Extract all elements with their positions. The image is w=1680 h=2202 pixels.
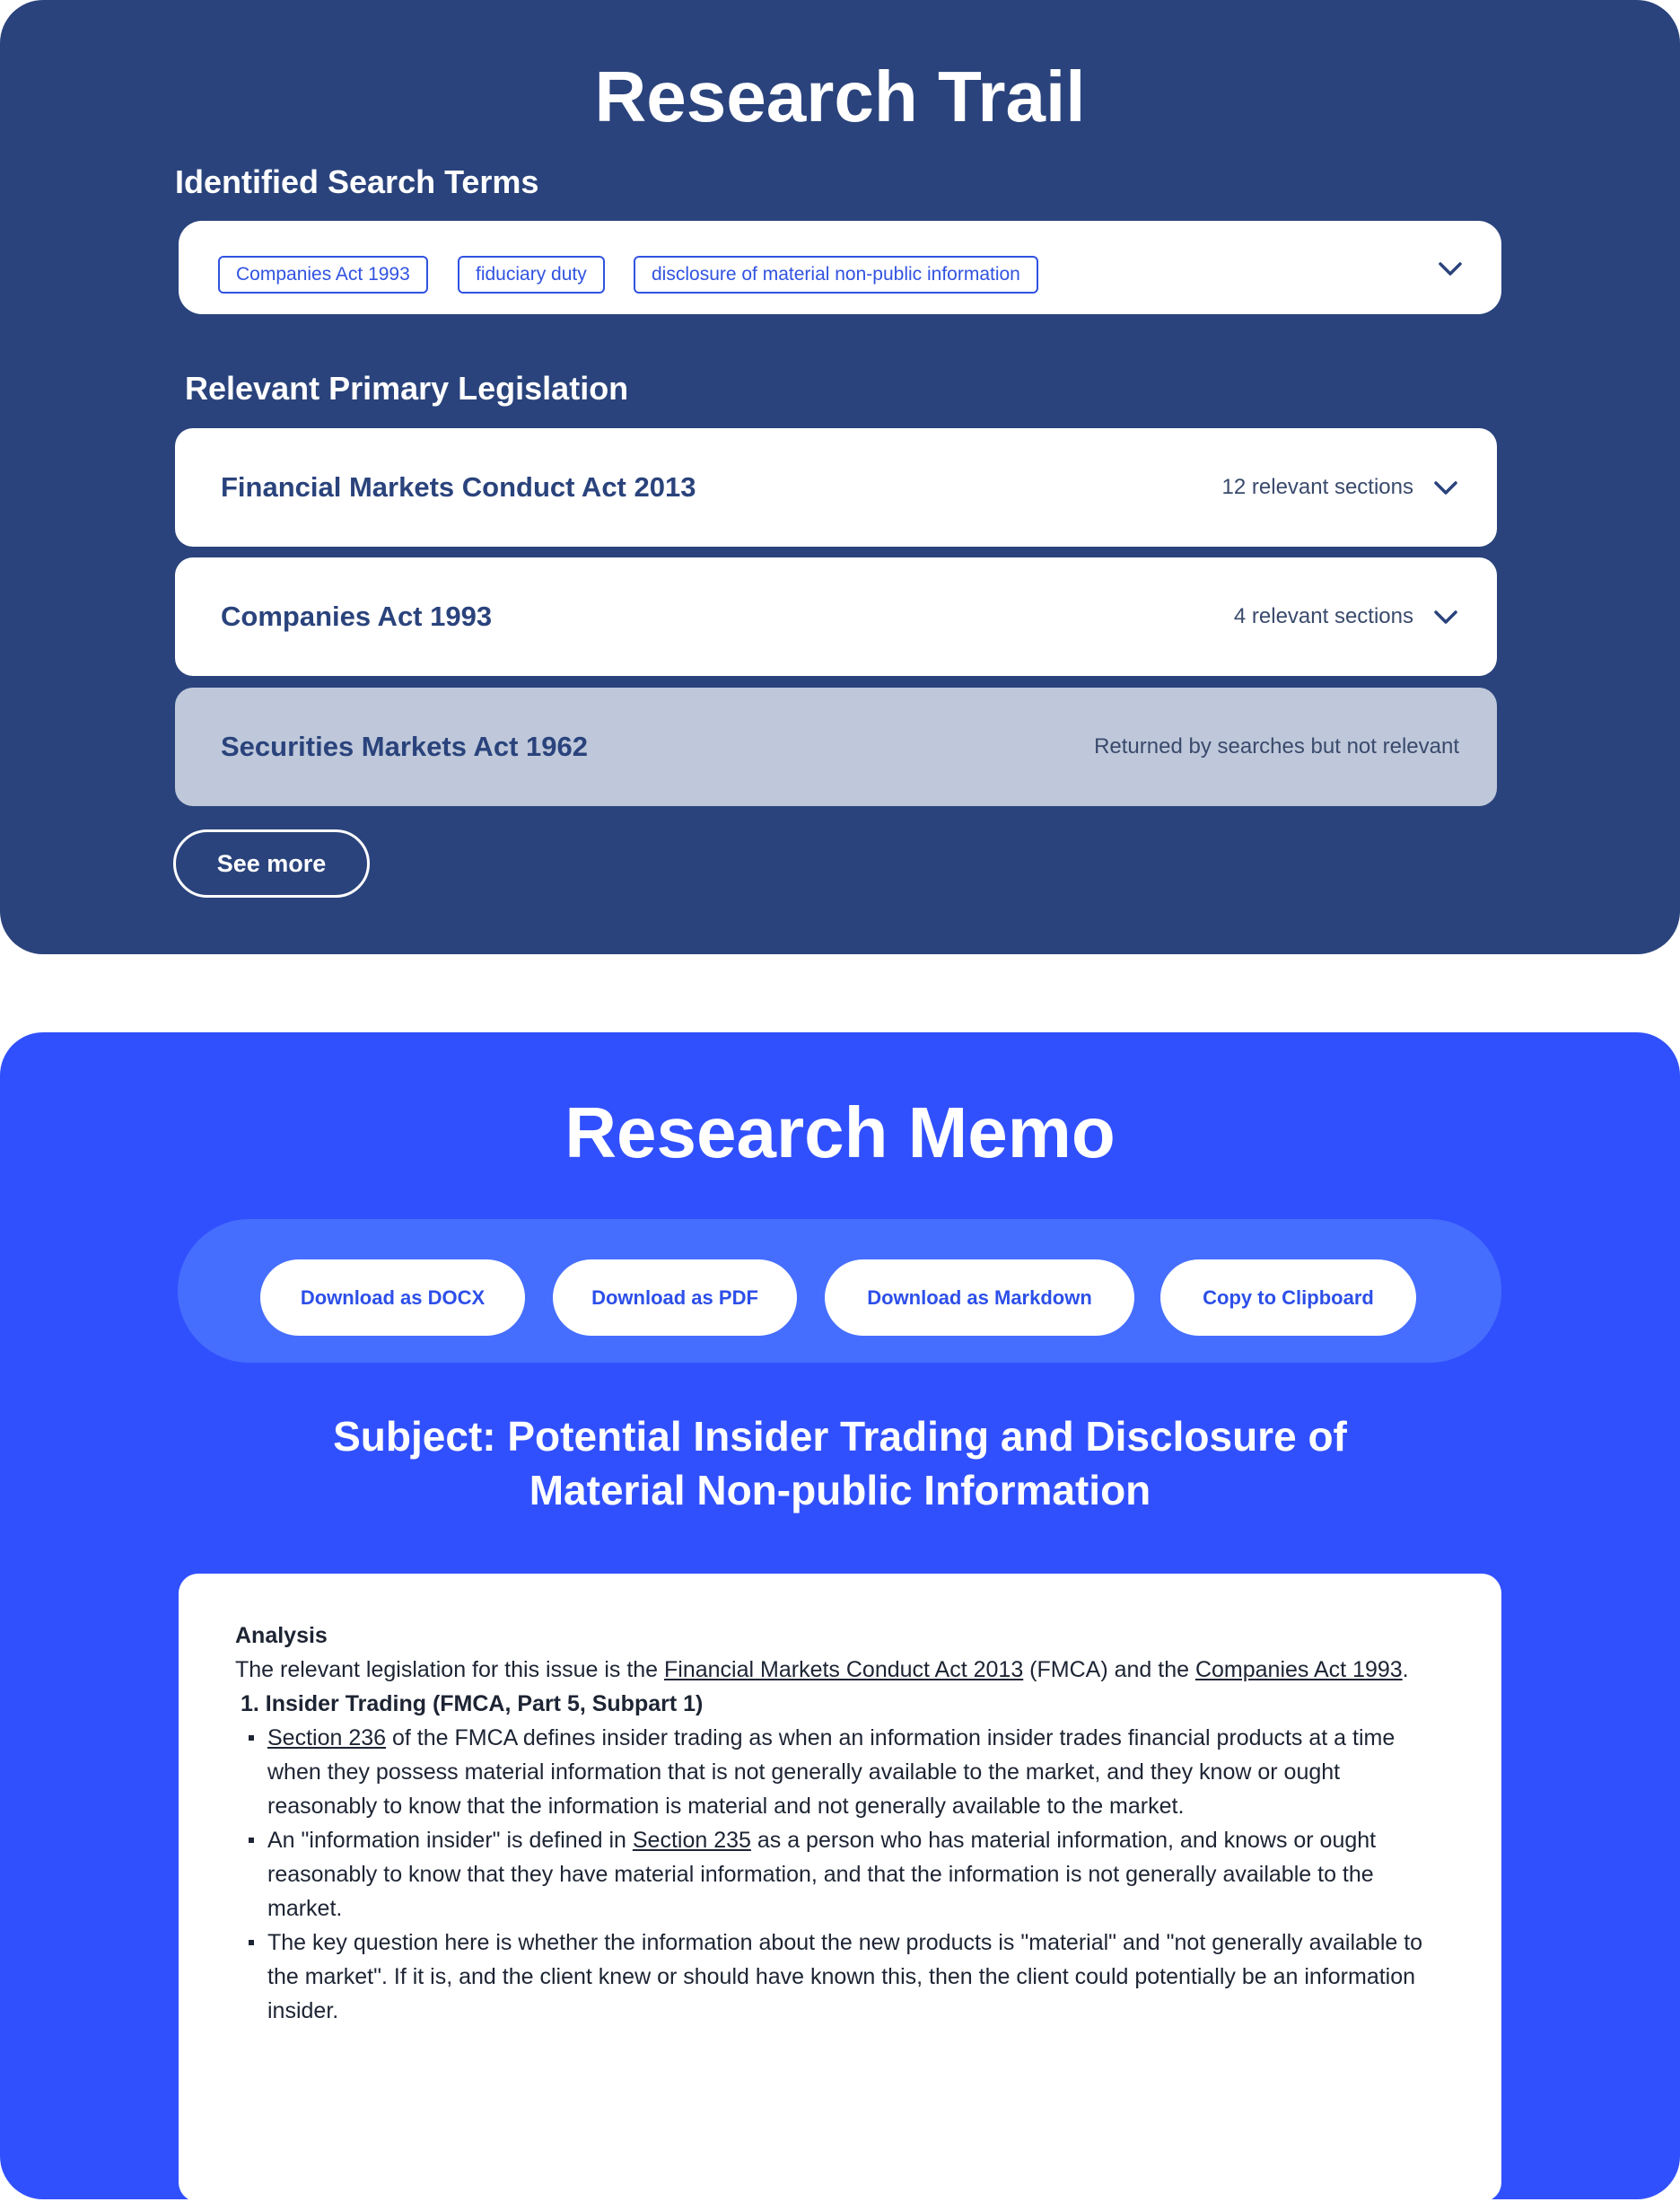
search-term-chip[interactable]: disclosure of material non-public information [634,256,1038,294]
relevant-sections-count: 12 relevant sections [1221,475,1413,499]
intro-text: (FMCA) and the [1023,1657,1195,1682]
legislation-row-companies-act[interactable] [175,557,1497,676]
list-item [267,1926,1438,2028]
search-term-chip[interactable]: fiduciary duty [458,256,605,294]
legislation-heading: Relevant Primary Legislation [185,370,629,407]
memo-subject [224,1409,1456,1517]
chevron-down-icon[interactable] [1431,601,1461,632]
not-relevant-note: Returned by searches but not relevant [1094,734,1459,759]
companies-act-link[interactable]: Companies Act 1993 [1194,1657,1403,1682]
research-trail-panel [0,0,1680,954]
list-item [267,1823,1438,1926]
legislation-row-fmca[interactable] [175,428,1497,547]
legislation-name: Securities Markets Act 1962 [221,731,588,762]
relevant-sections-count: 4 relevant sections [1233,604,1413,628]
intro-text: . [1402,1657,1409,1682]
legislation-name: Companies Act 1993 [221,601,493,632]
copy-to-clipboard-button[interactable]: Copy to Clipboard [1160,1259,1416,1336]
analysis-intro [235,1653,1438,1687]
insider-trading-heading: 1. Insider Trading (FMCA, Part 5, Subpart 1) [241,1691,704,1716]
research-memo-title: Research Memo [564,1092,1116,1172]
bullet-text: The key question here is whether the information about the new products is "material" and "not generally available to the market". If it is, and the client knew or should have known this, then the client could potentially be an information insider. [267,1930,1423,2023]
search-terms-dropdown[interactable] [179,221,1501,314]
bullet-text: as a person who has material information, and knows or ought reasonably to know that they have material information, and that the information is not generally available to the market. [267,1828,1377,1921]
chevron-down-icon[interactable] [1435,253,1466,284]
section-235-link[interactable]: Section 235 [632,1828,751,1853]
export-toolbar [178,1219,1501,1363]
analysis-heading: Analysis [235,1623,328,1648]
research-trail-title: Research Trail [594,57,1086,136]
chevron-down-icon[interactable] [1431,472,1461,503]
memo-subject-line: Subject: Potential Insider Trading and Disclosure of [333,1413,1347,1460]
section-236-link[interactable]: Section 236 [267,1725,387,1750]
legislation-name: Financial Markets Conduct Act 2013 [221,471,696,503]
legislation-row-securities-markets-act [175,688,1497,806]
see-more-button[interactable]: See more [173,829,370,898]
search-terms-heading: Identified Search Terms [175,163,539,200]
intro-text: The relevant legislation for this issue is the [235,1657,665,1682]
fmca-link[interactable]: Financial Markets Conduct Act 2013 [664,1657,1024,1682]
download-docx-button[interactable]: Download as DOCX [260,1259,525,1336]
search-term-chip[interactable]: Companies Act 1993 [218,256,428,294]
memo-subject-line: Material Non-public Information [529,1467,1151,1513]
bullet-text: An "information insider" is defined in [267,1828,633,1853]
list-item [267,1721,1438,1823]
download-pdf-button[interactable]: Download as PDF [553,1259,797,1336]
research-memo-panel [0,1032,1680,2199]
insider-trading-bullets [235,1721,1438,2028]
bullet-text: of the FMCA defines insider trading as when an information insider trades financial products at a time when they possess material information that is not generally available to the market, and they know or ought reasonably to know that the information is material and not generally available to the market. [267,1725,1396,1819]
download-markdown-button[interactable]: Download as Markdown [825,1259,1134,1336]
memo-document [179,1574,1501,2202]
